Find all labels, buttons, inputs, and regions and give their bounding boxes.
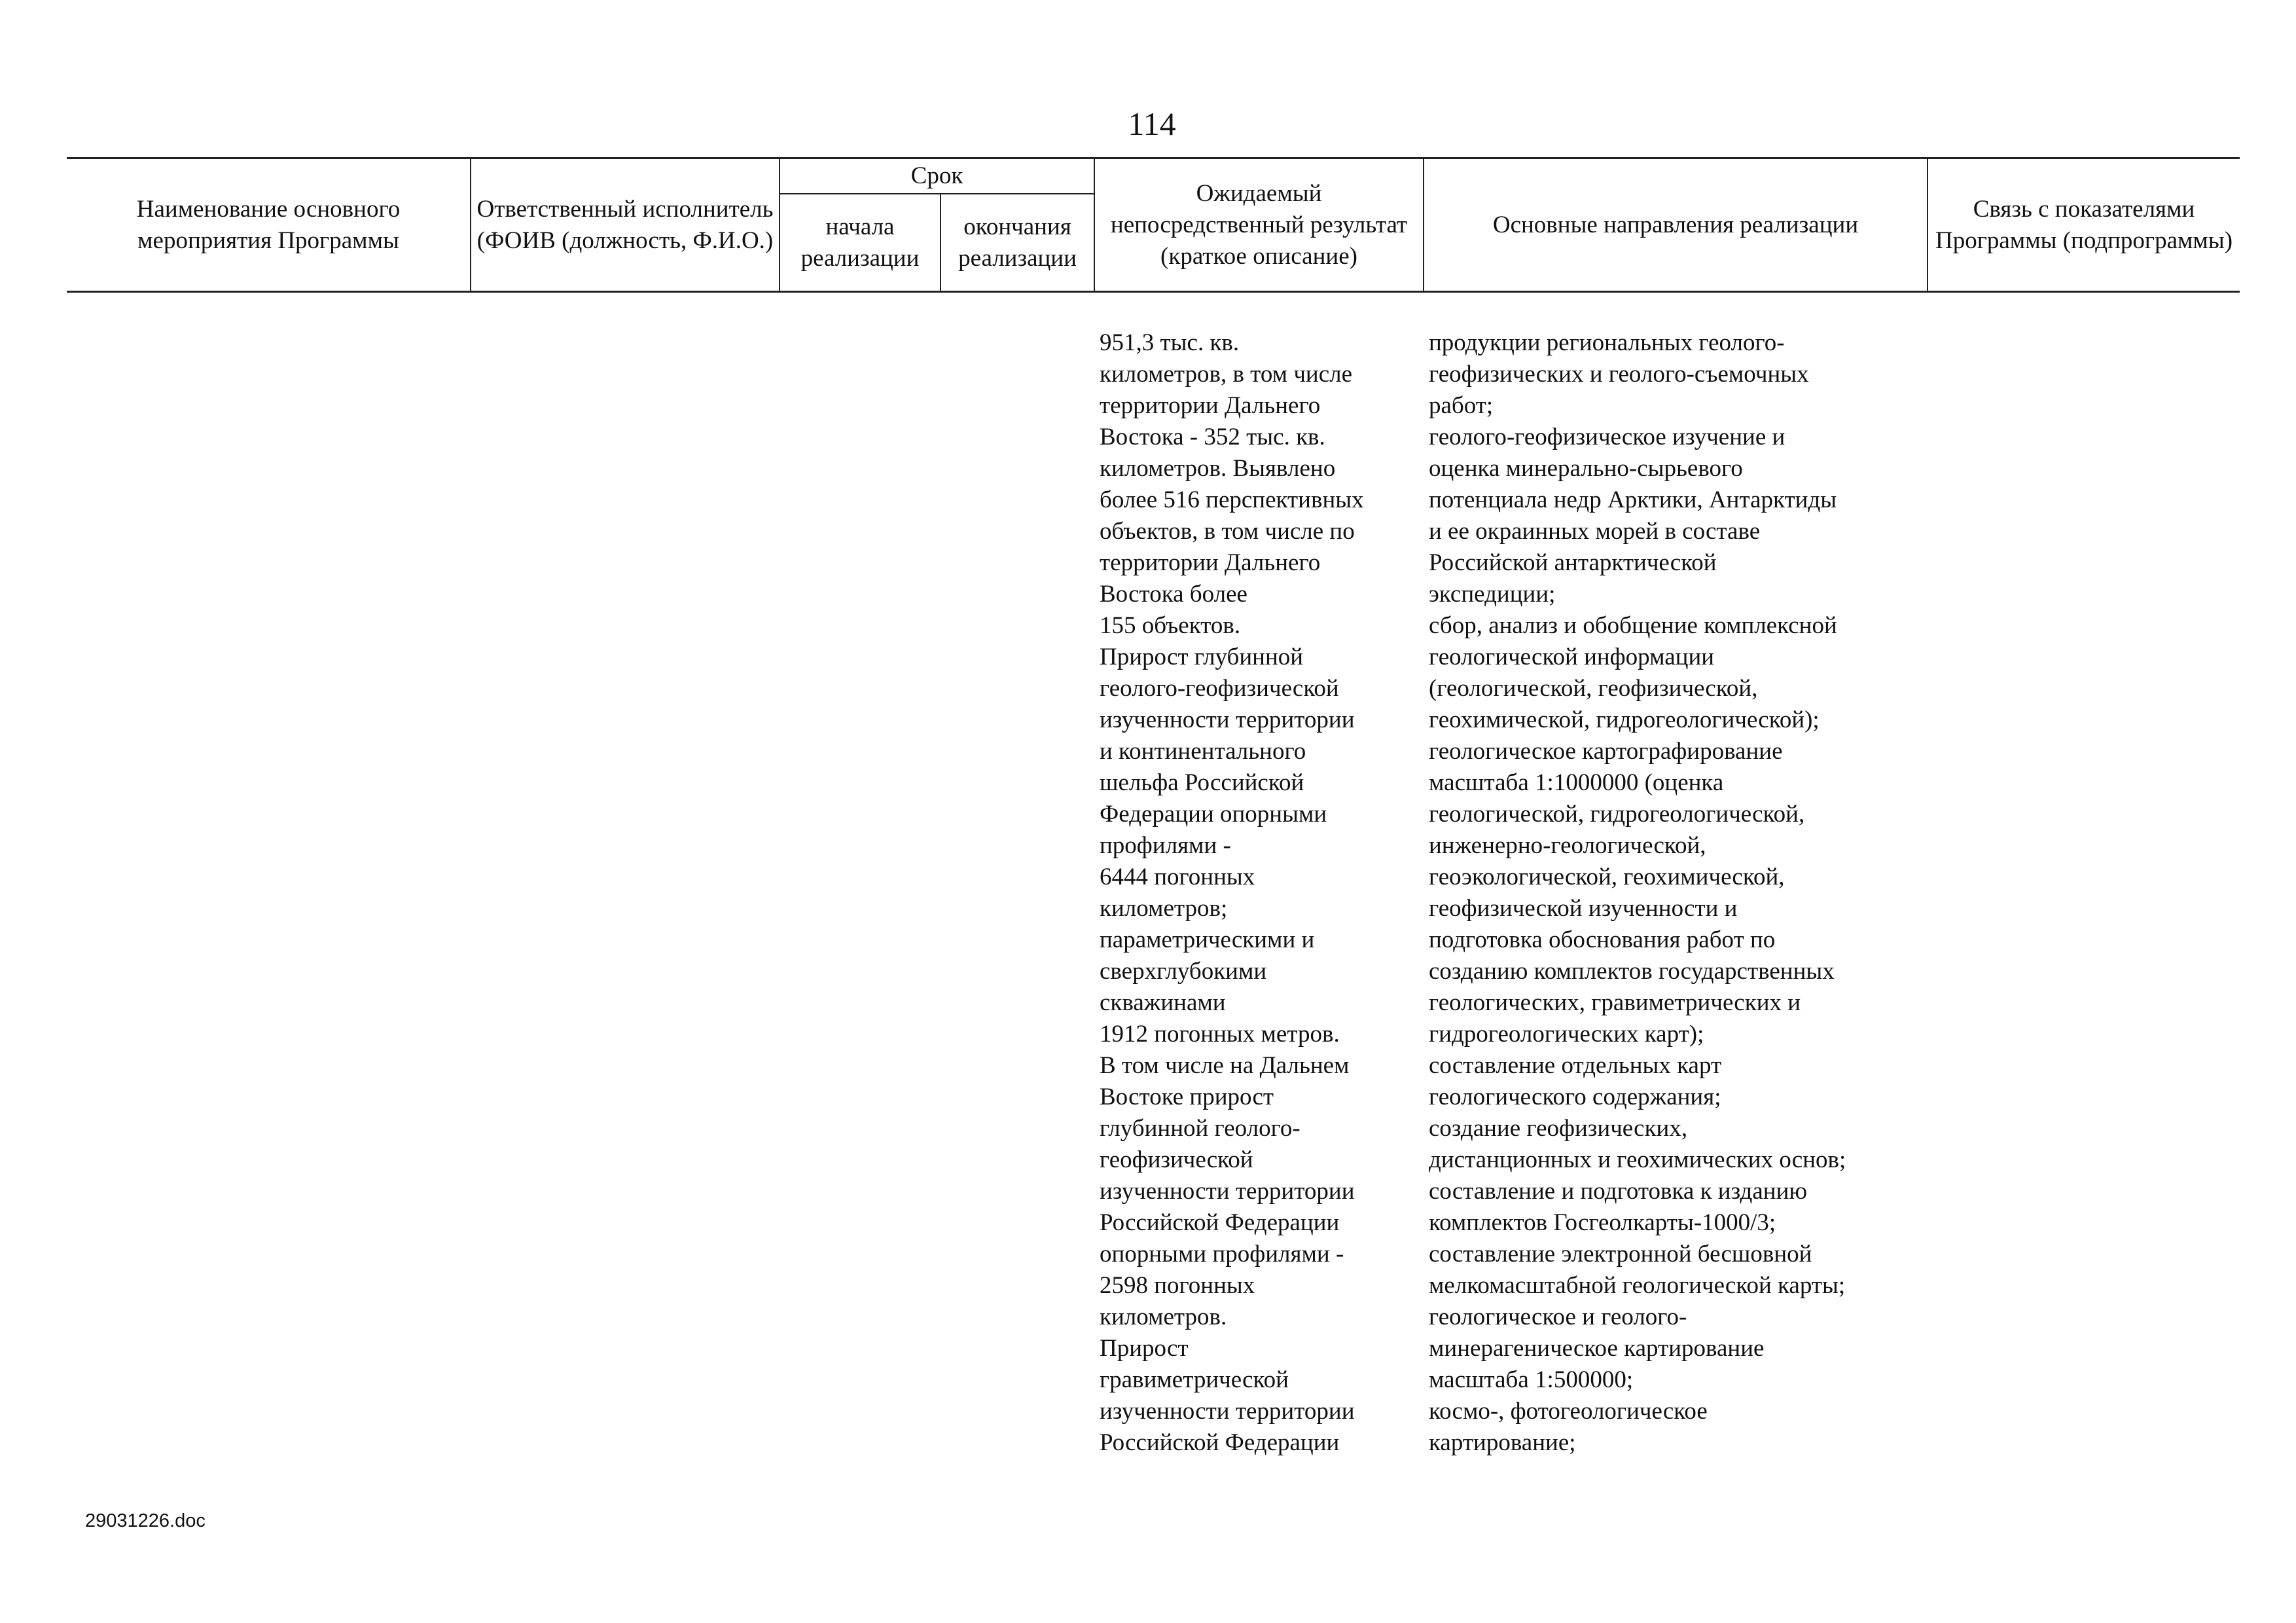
direction-line: дистанционных и геохимических основ; [1429,1146,1846,1173]
direction-line: подготовка обоснования работ по [1429,926,1776,953]
result-line: километров. [1100,1304,1227,1330]
result-line: Прирост [1100,1335,1189,1362]
header-name: Наименование основного мероприятия Программы [67,158,471,291]
footer-filename: 29031226.doc [85,1510,206,1531]
result-line: профилями - [1100,832,1231,859]
direction-line: потенциала недр Арктики, Антарктиды [1429,486,1837,513]
result-line: опорными профилями - [1100,1241,1344,1267]
header-end: окончания реализации [941,194,1094,291]
result-line: километров; [1100,895,1228,922]
direction-line: созданию комплектов государственных [1429,958,1835,985]
result-line: территории Дальнего [1100,392,1321,419]
direction-line: гидрогеологических карт); [1429,1021,1704,1048]
header-start: начала реализации [780,194,941,291]
direction-line: оценка минерально-сырьевого [1429,455,1743,482]
direction-line: масштаба 1:1000000 (оценка [1429,769,1724,796]
directions-column [1429,327,1913,1459]
header-directions: Основные направления реализации [1424,158,1928,291]
header-executor: Ответственный исполнитель (ФОИВ (должность, Ф.И.О.) [471,158,780,291]
direction-line: комплектов Госгеолкарты-1000/3; [1429,1209,1776,1236]
direction-line: геологической, гидрогеологической, [1429,801,1805,828]
result-line: 155 объектов. [1100,612,1241,639]
result-line: и континентального [1100,738,1306,765]
result-line: территории Дальнего [1100,549,1321,576]
direction-line: работ; [1429,392,1494,419]
direction-line: геоэкологической, геохимической, [1429,864,1785,890]
result-line: Российской Федерации [1100,1429,1340,1456]
result-line: изученности территории [1100,706,1355,733]
result-line: Востока более [1100,581,1247,608]
direction-line: (геологической, геофизической, [1429,675,1758,702]
direction-line: геологическое картографирование [1429,738,1783,765]
direction-line: сбор, анализ и обобщение комплексной [1429,612,1837,639]
direction-line: геологического содержания; [1429,1084,1721,1110]
direction-line: мелкомасштабной геологической карты; [1429,1272,1846,1299]
result-line: 2598 погонных [1100,1272,1255,1299]
direction-line: геофизической изученности и [1429,895,1738,922]
result-line: Востока - 352 тыс. кв. [1100,424,1325,450]
direction-line: геологическое и геолого- [1429,1304,1687,1330]
page-number: 114 [1128,105,1176,142]
direction-line: геологических, гравиметрических и [1429,989,1801,1016]
header-bottom-rule [67,291,2240,293]
direction-line: экспедиции; [1429,581,1556,608]
result-line: Прирост глубинной [1100,644,1304,670]
direction-line: инженерно-геологической, [1429,832,1706,859]
direction-line: геологической информации [1429,644,1715,670]
direction-line: масштаба 1:500000; [1429,1366,1634,1393]
header-link: Связь с показателями Программы (подпрограммы) [1928,158,2240,291]
result-line: 951,3 тыс. кв. [1100,329,1240,356]
result-line: сверхглубокими [1100,958,1267,985]
result-line: Федерации опорными [1100,801,1327,828]
result-line: более 516 перспективных [1100,486,1364,513]
header-result: Ожидаемый непосредственный результат (краткое описание) [1094,158,1424,291]
result-line: глубинной геолого- [1100,1115,1300,1142]
direction-line: геолого-геофизическое изучение и [1429,424,1785,450]
direction-line: Российской антарктической [1429,549,1717,576]
result-line: гравиметрической [1100,1366,1289,1393]
result-line: шельфа Российской [1100,769,1304,796]
result-line: Российской Федерации [1100,1209,1340,1236]
header-term: Срок [780,158,1094,194]
result-line: километров, в том числе [1100,361,1353,388]
result-line: километров. Выявлено [1100,455,1336,482]
result-line: изученности территории [1100,1398,1355,1425]
direction-line: геохимической, гидрогеологической); [1429,706,1820,733]
direction-line: составление и подготовка к изданию [1429,1178,1808,1205]
result-line: 1912 погонных метров. [1100,1021,1340,1048]
direction-line: минерагеническое картирование [1429,1335,1765,1362]
result-line: Востоке прирост [1100,1084,1274,1110]
result-line: В том числе на Дальнем [1100,1052,1350,1079]
result-line: геолого-геофизической [1100,675,1339,702]
result-line: объектов, в том числе по [1100,518,1355,545]
direction-line: создание геофизических, [1429,1115,1688,1142]
direction-line: продукции региональных геолого- [1429,329,1785,356]
result-column [1100,327,1407,1459]
direction-line: составление отдельных карт [1429,1052,1722,1079]
direction-line: и ее окраинных морей в составе [1429,518,1761,545]
result-line: 6444 погонных [1100,864,1255,890]
direction-line: геофизических и геолого-съемочных [1429,361,1809,388]
result-line: скважинами [1100,989,1226,1016]
result-line: геофизической [1100,1146,1253,1173]
direction-line: космо-, фотогеологическое [1429,1398,1708,1425]
direction-line: составление электронной бесшовной [1429,1241,1812,1267]
result-line: параметрическими и [1100,926,1315,953]
table-header [67,157,2240,291]
direction-line: картирование; [1429,1429,1576,1456]
result-line: изученности территории [1100,1178,1355,1205]
